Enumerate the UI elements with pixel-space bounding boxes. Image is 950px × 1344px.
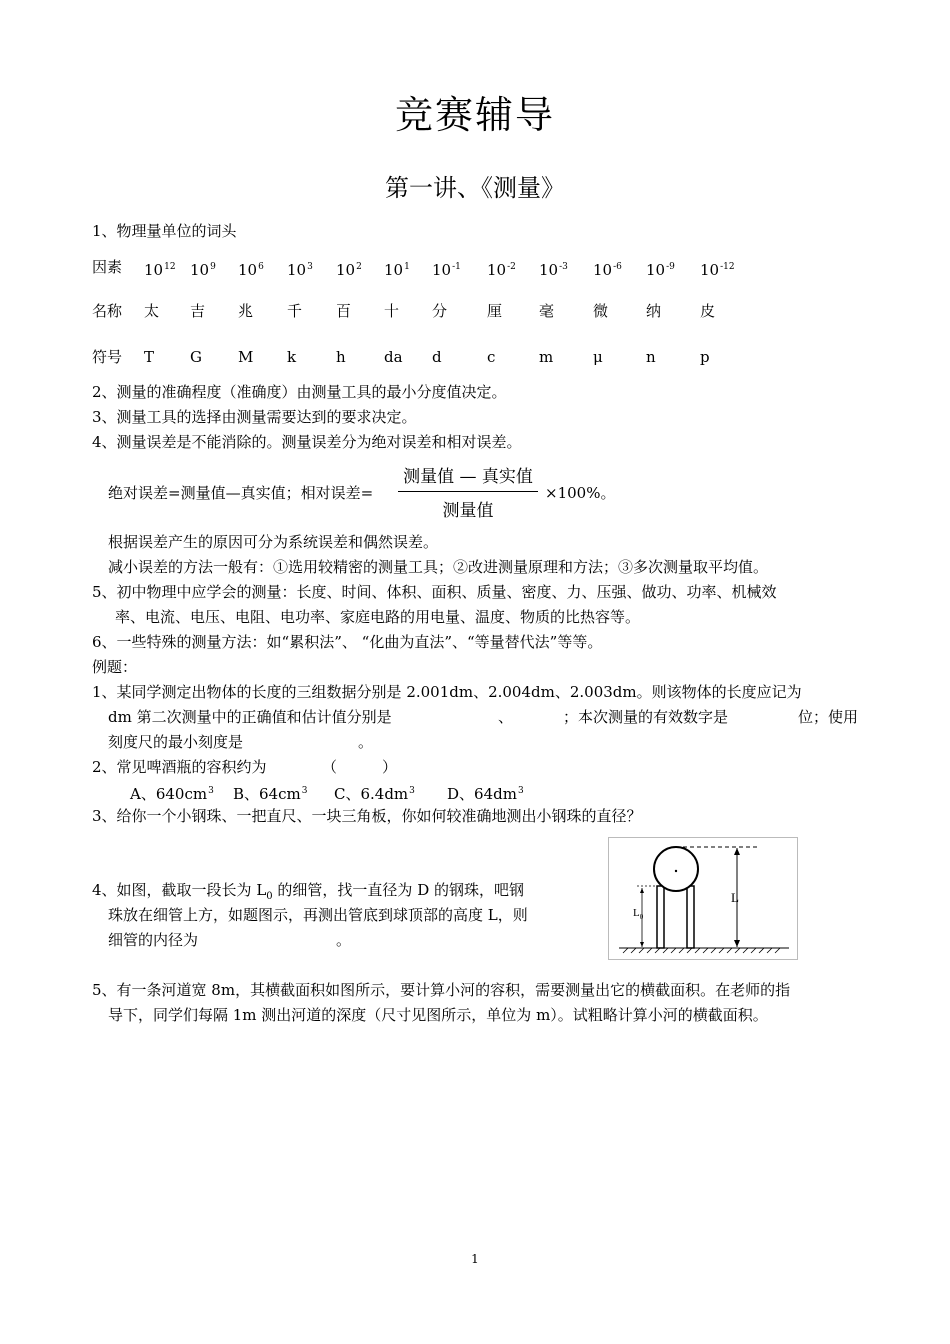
q3-text: 3、给你一个小钢珠、一把直尺、一块三角板，你如何较准确地测出小钢珠的直径？: [92, 807, 642, 825]
prefix-name: 微: [593, 302, 609, 320]
row-label-symbol: 符号: [92, 348, 123, 366]
q1-line2-a: dm 第二次测量中的正确值和估计值分别是: [108, 708, 392, 726]
prefix-symbol: d: [432, 348, 442, 366]
tube-ball-figure: [608, 837, 798, 960]
prefix-factor: $10^{-3}$: [539, 261, 568, 279]
prefix-name: 厘: [487, 302, 503, 320]
prefix-name: 百: [336, 302, 352, 320]
prefix-factor: $10^{12}$: [144, 261, 176, 279]
prefix-factor: $10^2$: [336, 261, 362, 279]
prefix-symbol: m: [539, 348, 554, 366]
prefix-factor: $10^3$: [287, 261, 313, 279]
prefix-factor: $10^6$: [238, 261, 264, 279]
q1-line1: 1、某同学测定出物体的长度的三组数据分别是 2.001dm、2.004dm、2.003dm。则该物体的长度应记为: [92, 683, 802, 701]
prefix-symbol: c: [487, 348, 496, 366]
q2-paren-close: ）: [382, 758, 398, 776]
q1-line3-a: 刻度尺的最小刻度是: [108, 733, 244, 751]
q1-line3-b: 。: [358, 733, 374, 751]
q4-line3-b: 。: [336, 931, 352, 949]
prefix-name: 兆: [238, 302, 254, 320]
fraction-denominator: 测量值: [442, 501, 494, 521]
prefix-name: 纳: [646, 302, 662, 320]
q5-line2: 导下，同学们每隔 1m 测出河道的深度（尺寸见图所示，单位为 m）。试粗略计算小河的横截面积。: [108, 1006, 768, 1024]
page-title: 竞赛辅导: [394, 93, 555, 137]
q4-line3-a: 细管的内径为: [108, 931, 199, 949]
prefix-factor: $10^{-1}$: [432, 261, 461, 279]
prefix-factor: $10^{-2}$: [487, 261, 516, 279]
q4-line2: 珠放在细管上方，如题图示，再测出管底到球顶部的高度 L，则: [108, 906, 528, 924]
prefix-name: 分: [432, 302, 448, 320]
q2-paren-open: （: [322, 758, 338, 776]
point-5-line1: 5、初中物理中应学会的测量：长度、时间、体积、面积、质量、密度、力、压强、做功、功率、机械效: [92, 583, 777, 601]
formula-left: 绝对误差=测量值—真实值；相对误差=: [108, 484, 374, 502]
error-cause: 根据误差产生的原因可分为系统误差和偶然误差。: [108, 533, 439, 551]
examples-heading: 例题：: [92, 658, 138, 676]
prefix-name: 毫: [539, 302, 555, 320]
label-L0: $L_0$: [633, 907, 644, 921]
q2-text: 2、常见啤酒瓶的容积约为: [92, 758, 267, 776]
page-number: 1: [471, 1252, 479, 1266]
prefix-symbol: n: [646, 348, 656, 366]
prefix-symbol: k: [287, 348, 297, 366]
q1-line2-b: 、: [498, 708, 514, 726]
prefix-name: 太: [144, 302, 160, 320]
prefix-heading: 1、物理量单位的词头: [92, 222, 237, 240]
prefix-symbol: p: [700, 348, 710, 366]
row-label-factor: 因素: [92, 258, 123, 276]
point-2: 2、测量的准确程度（准确度）由测量工具的最小分度值决定。: [92, 383, 507, 401]
point-4: 4、测量误差是不能消除的。测量误差分为绝对误差和相对误差。: [92, 433, 522, 451]
prefix-symbol: G: [190, 348, 202, 366]
prefix-name: 吉: [190, 302, 206, 320]
prefix-factor: $10^{-12}$: [700, 261, 735, 279]
q2-option-b: B、$64cm^3$: [233, 785, 308, 803]
point-5-line2: 率、电流、电压、电阻、电功率、家庭电路的用电量、温度、物质的比热容等。: [115, 608, 641, 626]
prefix-factor: $10^{-9}$: [646, 261, 675, 279]
point-3: 3、测量工具的选择由测量需要达到的要求决定。: [92, 408, 417, 426]
relative-error-fraction: [398, 462, 538, 521]
q2-option-d: D、$64dm^3$: [447, 785, 524, 803]
q2-option-c: C、$6.4dm^3$: [334, 785, 415, 803]
prefix-symbol: M: [238, 348, 254, 366]
prefix-name: 十: [384, 302, 400, 320]
q4-line1: 4、如图，截取一段长为 $L_0$ 的细管，找一直径为 D 的钢珠，吧钢: [92, 881, 524, 902]
prefix-symbol: μ: [593, 348, 603, 366]
point-6: 6、一些特殊的测量方法：如“累积法”、 “化曲为直法”、“等量替代法”等等。: [92, 633, 603, 651]
prefix-symbol: da: [384, 348, 403, 366]
row-label-name: 名称: [92, 302, 123, 320]
prefix-name: 千: [287, 302, 303, 320]
fraction-numerator: 测量值 — 真实值: [398, 462, 538, 492]
prefix-factor: $10^{-6}$: [593, 261, 622, 279]
prefix-factor: $10^9$: [190, 261, 216, 279]
prefix-factor: $10^1$: [384, 261, 410, 279]
q5-line1: 5、有一条河道宽 8m，其横截面积如图所示，要计算小河的容积，需要测量出它的横截面积。在老师的指: [92, 981, 791, 999]
lecture-subtitle: 第一讲、《测量》: [385, 174, 565, 202]
prefix-name: 皮: [700, 302, 716, 320]
prefix-symbol: h: [336, 348, 346, 366]
q2-option-a: A、$640cm^3$: [130, 785, 214, 803]
label-L: L: [731, 890, 739, 905]
formula-right: ×100%。: [545, 484, 616, 502]
tube-ball-diagram: [609, 838, 797, 959]
error-reduce: 减小误差的方法一般有：①选用较精密的测量工具；②改进测量原理和方法；③多次测量取平均值。: [108, 558, 769, 576]
q1-line2-d: 位；使用: [798, 708, 859, 726]
q1-line2-c: ；本次测量的有效数字是: [563, 708, 729, 726]
prefix-symbol: T: [144, 348, 155, 366]
